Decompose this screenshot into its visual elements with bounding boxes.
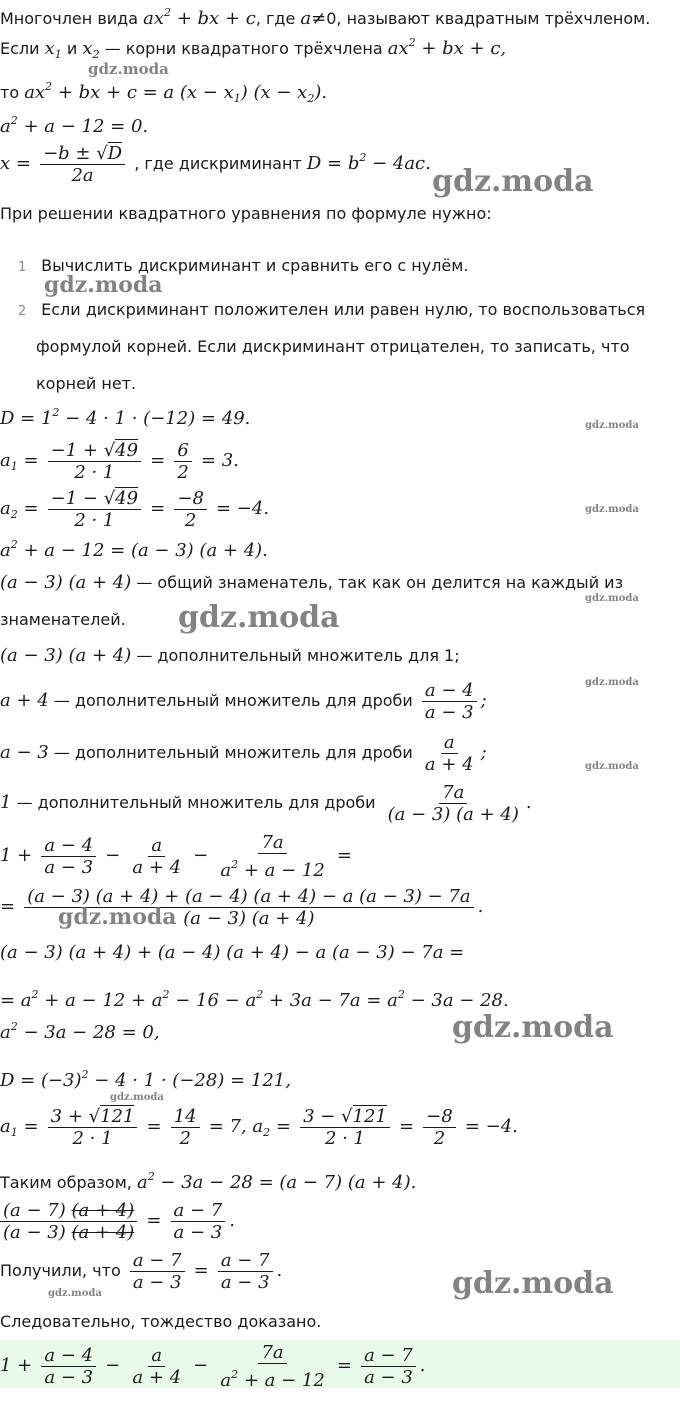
watermark: gdz.moda bbox=[585, 420, 639, 431]
text: Получили, что bbox=[0, 1261, 121, 1280]
step-text: Если дискриминант положителен или равен нулю, то воспользоваться bbox=[41, 300, 646, 319]
line-discriminant-2: $D = (-3)^2 - 4 \cdot 1 \cdot (-28) = 121$, bbox=[0, 1068, 291, 1091]
line-factorization: то $ax^2$ + bx + c = a $(x - x_1)$ $(x - x_2)$. bbox=[0, 80, 328, 105]
line-combined: = $\frac{(a - 3) (a + 4) + (a - 4) (a + 4) - a (a - 3) - 7a}{(a - 3) (a + 4)}$ . bbox=[0, 886, 484, 929]
text: Следовательно, тождество доказано. bbox=[0, 1312, 322, 1331]
line-equation: $a^2 + a - 12 = 0$. bbox=[0, 114, 149, 137]
watermark: gdz.moda bbox=[58, 904, 177, 930]
text: то bbox=[0, 83, 20, 102]
text: — дополнительный множитель для 1; bbox=[136, 646, 460, 665]
line-multiplier-1: (a − 3) (a + 4) — дополнительный множитель для 1; bbox=[0, 645, 460, 666]
watermark: gdz.moda bbox=[432, 164, 594, 199]
watermark: gdz.moda bbox=[44, 272, 163, 298]
text: — дополнительный множитель для дроби bbox=[16, 793, 376, 812]
step-text: Вычислить дискриминант и сравнить его с нулём. bbox=[41, 256, 469, 275]
watermark: gdz.moda bbox=[88, 60, 169, 78]
line-equation-2: $a^2 - 3a - 28 = 0$, bbox=[0, 1020, 160, 1043]
text: 0, называют квадратным трёхчленом. bbox=[326, 9, 651, 28]
text: Таким образом, bbox=[0, 1173, 132, 1192]
watermark: gdz.moda bbox=[585, 504, 639, 515]
line-factor: $a^2 + a - 12 = (a - 3) (a + 4)$. bbox=[0, 538, 268, 561]
watermark: gdz.moda bbox=[585, 593, 639, 604]
step-text: формулой корней. Если дискриминант отрицателен, то записать, что bbox=[36, 337, 630, 356]
line-conclusion bbox=[0, 1312, 321, 1331]
line-multiplier-4: 1 — дополнительный множитель для дроби $\frac{7a}{(a - 3) (a + 4)}$ . bbox=[0, 782, 532, 825]
line-common-denominator-cont bbox=[0, 610, 126, 629]
step-number: 2 bbox=[18, 304, 27, 319]
watermark: gdz.moda bbox=[585, 677, 639, 688]
line-formula: x = $\frac{-b \pm √D}{2a}$ , где дискриминант $D = b^2 - 4ac$. bbox=[0, 143, 431, 186]
text: — дополнительный множитель для дроби bbox=[53, 743, 413, 762]
line-multiplier-2: a + 4 — дополнительный множитель для дроби $\frac{a - 4}{a - 3}$ ; bbox=[0, 680, 487, 723]
text: и bbox=[66, 39, 78, 58]
text: — дополнительный множитель для дроби bbox=[53, 691, 413, 710]
line-common-denominator: (a − 3) (a + 4) — общий знаменатель, так как он делится на каждый из bbox=[0, 572, 624, 593]
line-numerator: (a − 3) (a + 4) + (a − 4) (a + 4) − a (a − 3) − 7a = bbox=[0, 942, 465, 963]
step-2-cont bbox=[36, 337, 630, 356]
watermark: gdz.moda bbox=[452, 1266, 614, 1301]
text: При решении квадратного уравнения по формуле нужно: bbox=[0, 204, 492, 223]
text: Многочлен вида bbox=[0, 9, 139, 28]
text: — общий знаменатель, так как он делится на каждый из bbox=[136, 573, 624, 592]
step-text: корней нет. bbox=[36, 374, 137, 393]
line-roots: Если $x_1$ и $x_2$ — корни квадратного трёхчлена $ax^2$ + bx + c, bbox=[0, 36, 507, 61]
step-2-cont bbox=[36, 374, 136, 393]
line-discriminant: $D = 1^2 - 4 \cdot 1 \cdot (-12) = 49$. bbox=[0, 406, 251, 429]
line-root1: $a_1$ = $\frac{-1 + √49}{2 \cdot 1}$ = $\frac{6}{2}$ = 3. bbox=[0, 440, 239, 483]
text: , где дискриминант bbox=[134, 154, 302, 173]
line-multiplier-3: a − 3 — дополнительный множитель для дроби $\frac{a}{a + 4}$ ; bbox=[0, 732, 487, 775]
watermark: gdz.moda bbox=[452, 1010, 614, 1045]
text: , где bbox=[255, 9, 296, 28]
step-2 bbox=[18, 300, 645, 319]
line-expression: 1 + $\frac{a - 4}{a - 3}$ − $\frac{a}{a + 4}$ − $\frac{7a}{a^2 + a - 12}$ = bbox=[0, 832, 352, 881]
line-answer: 1 + $\frac{a - 4}{a - 3}$ − $\frac{a}{a + 4}$ − $\frac{7a}{a^2 + a - 12}$ = $\frac{a - 7}{a - 3}$ . bbox=[0, 1342, 426, 1391]
line-numerator-expanded: = $a^2 + a - 12 + a^2 - 16 - a^2 + 3a - 7a = a^2 - 3a - 28$. bbox=[0, 988, 509, 1011]
line-cancel: $\frac{(a - 7) (a + 4)}{(a - 3) (a + 4)}$ = $\frac{a - 7}{a - 3}$ . bbox=[0, 1200, 235, 1243]
line-got: Получили, что $\frac{a - 7}{a - 3}$ = $\frac{a - 7}{a - 3}$ . bbox=[0, 1250, 283, 1293]
text: знаменателей. bbox=[0, 610, 126, 629]
line-root2: $a_2$ = $\frac{-1 - √49}{2 \cdot 1}$ = $\frac{-8}{2}$ = −4. bbox=[0, 488, 270, 531]
line-roots-2: $a_1$ = $\frac{3 + √121}{2 \cdot 1}$ = $\frac{14}{2}$ = 7, $a_2$ = $\frac{3 - √121}{2 \cdot 1}$ = $\frac{-8}{2}$ = −4. bbox=[0, 1106, 518, 1149]
text: — корни квадратного трёхчлена bbox=[104, 39, 383, 58]
text: Если bbox=[0, 39, 40, 58]
line-intro-steps bbox=[0, 204, 492, 223]
line-definition: Многочлен вида $ax^2$ + bx + c, где a≠0, называют квадратным трёхчленом. bbox=[0, 6, 651, 29]
watermark: gdz.moda bbox=[585, 761, 639, 772]
watermark: gdz.moda bbox=[110, 1092, 164, 1103]
watermark: gdz.moda bbox=[48, 1288, 102, 1299]
step-number: 1 bbox=[18, 260, 27, 275]
watermark: gdz.moda bbox=[178, 600, 340, 635]
line-thus: Таким образом, $a^2 - 3a - 28 = (a - 7) (a + 4)$. bbox=[0, 1170, 417, 1193]
